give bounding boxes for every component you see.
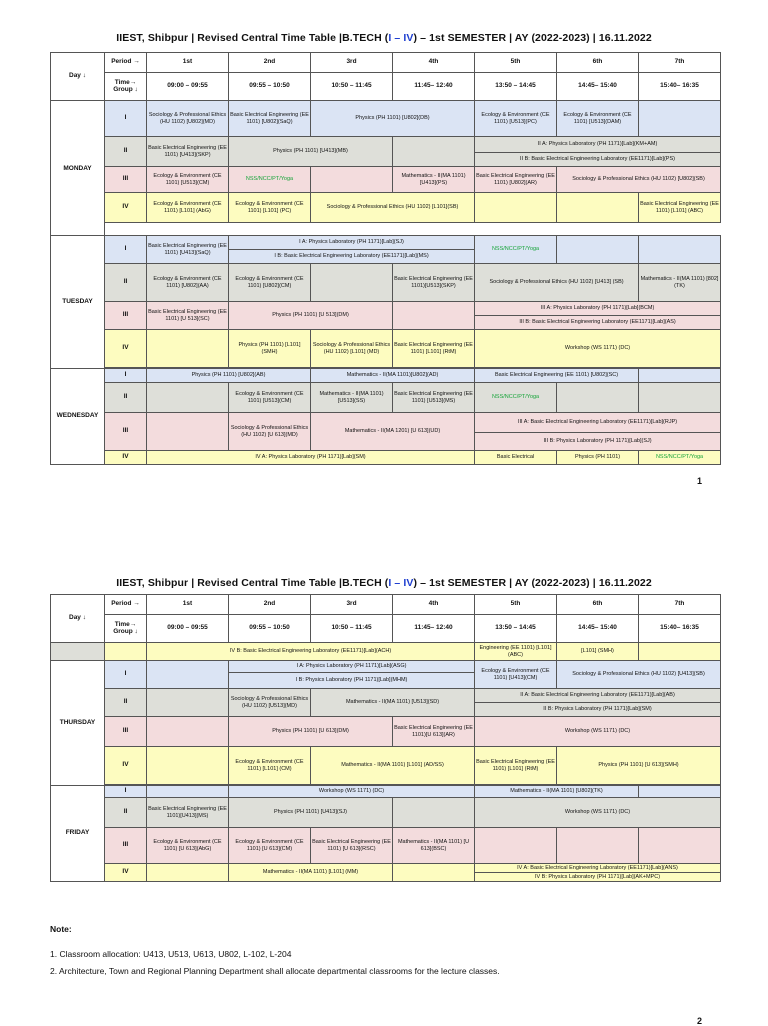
time-1: 09:00 – 09:55 [147,615,229,643]
lab-cell: III A: Physics Laboratory (PH 1171)[Lab](BCM) [475,302,721,316]
empty-cell [147,330,229,368]
class-cell: Workshop (WS 1171) (DC) [475,798,721,828]
group-label: IV [105,451,147,465]
class-cell: Basic Electrical Engineering (EE 1101) [L101] (RtM) [475,747,557,785]
period-header: Period → [105,595,147,615]
class-cell: Ecology & Environment (CE 1101) [U802](AA) [147,264,229,302]
group-label: III [105,302,147,330]
day-monday: MONDAY [51,101,105,239]
empty-cell [639,369,721,383]
class-cell: Basic Electrical Engineering (EE 1101) [U 613](RSC) [311,828,393,864]
class-cell: Mathematics - II(MA 1201) [U 613](UD) [311,413,475,451]
period-4: 4th [393,53,475,73]
empty-cell [639,786,721,798]
period-5: 5th [475,595,557,615]
time-7: 15:40– 16:35 [639,615,721,643]
time-2: 09:55 – 10:50 [229,615,311,643]
class-cell: Workshop (WS 1171) (DC) [229,786,475,798]
day-wednesday: WEDNESDAY [51,369,105,465]
period-2: 2nd [229,595,311,615]
day-friday: FRIDAY [51,786,105,882]
timetable-page-1 [50,52,721,239]
class-cell: Basic Electrical [475,451,557,465]
class-cell: Ecology & Environment (CE 1101) [U 613](AbG) [147,828,229,864]
time-3: 10:50 – 11:45 [311,615,393,643]
group-label: II [105,383,147,413]
empty-cell [105,643,147,661]
group-label: I [105,661,147,689]
class-cell: Mathematics - II(MA 1101) [L101] (MM) [229,864,393,882]
class-cell: Ecology & Environment (CE 1101) [L101] (AbG) [147,193,229,223]
class-cell: Physics (PH 1101) [U802](AB) [147,369,311,383]
group-label: I [105,101,147,137]
group-label: IV [105,193,147,223]
period-header: Period → [105,53,147,73]
empty-cell [311,167,393,193]
day-header: Day ↓ [51,595,105,643]
page-number: 1 [697,476,703,486]
class-cell: NSS/NCC/PT/Yoga [475,383,557,413]
class-cell: Basic Electrical Engineering (EE 1101) [U802](SaQ) [229,101,311,137]
lab-cell: I B: Basic Electrical Engineering Laboratory (EE1171)[Lab](MS) [229,250,475,264]
class-cell: Engineering (EE 1101) [L101] (ABC) [475,643,557,661]
lab-cell: III B: Basic Electrical Engineering Laboratory (EE1171)[Lab](AS) [475,316,721,330]
class-cell: Sociology & Professional Ethics (HU 1102) [U802](SB) [557,167,721,193]
group-label: IV [105,864,147,882]
empty-cell [393,864,475,882]
class-cell: Mathematics - II(MA 1101) [U513](SS) [311,383,393,413]
class-cell: Sociology & Professional Ethics (HU 1102) [L101](SB) [311,193,475,223]
day-header: Day ↓ [51,53,105,101]
class-cell: Ecology & Environment (CE 1101) [U513](DAM) [557,101,639,137]
time-7: 15:40– 16:35 [639,73,721,101]
empty-cell [51,643,105,661]
class-cell: [L101] (SMH) [557,643,639,661]
class-cell: Ecology & Environment (CE 1101) [L101] (CM) [229,747,311,785]
empty-cell [147,864,229,882]
lab-cell: II B: Physics Laboratory (PH 1171)[Lab](SM) [475,703,721,717]
class-cell: NSS/NCC/PT/Yoga [639,451,721,465]
period-6: 6th [557,53,639,73]
timetable-title: IIEST, Shibpur | Revised Central Time Table |B.TECH (I – IV) – 1st SEMESTER | AY (2022-2023) | 16.11.2022 [116,32,652,44]
empty-cell [147,786,229,798]
empty-cell [557,383,639,413]
group-label: III [105,717,147,747]
empty-cell [557,236,639,264]
time-5: 13:50 – 14:45 [475,615,557,643]
class-cell: Physics (PH 1101) [557,451,639,465]
empty-cell [311,264,393,302]
lab-cell: IV B: Basic Electrical Engineering Laboratory (EE1171)[Lab](ACH) [147,643,475,661]
time-2: 09:55 – 10:50 [229,73,311,101]
lab-cell: II A: Basic Electrical Engineering Laboratory (EE1171)[Lab](AB) [475,689,721,703]
lab-cell: I A: Physics Laboratory (PH 1171)[Lab](ASG) [229,661,475,673]
day-tuesday: TUESDAY [51,236,105,369]
class-cell: Basic Electrical Engineering (EE 1101) [L101] (ABC) [639,193,721,223]
class-cell: Basic Electrical Engineering (EE 1101)[U 613](AR) [393,717,475,747]
class-cell: Sociology & Professional Ethics (HU 1102) [U802](MD) [147,101,229,137]
group-label: III [105,413,147,451]
time-5: 13:50 – 14:45 [475,73,557,101]
lab-cell: IV A: Basic Electrical Engineering Laboratory (EE1171)[Lab](ANS) [475,864,721,873]
class-cell: Workshop (WS 1171) (DC) [475,717,721,747]
class-cell: Ecology & Environment (CE 1101) [U513](PC) [475,101,557,137]
empty-cell [639,236,721,264]
empty-cell [393,798,475,828]
class-cell: Basic Electrical Engineering (EE 1101)[U513](SKP) [393,264,475,302]
period-7: 7th [639,53,721,73]
day-thursday: THURSDAY [51,661,105,786]
time-4: 11:45– 12:40 [393,73,475,101]
time-group-header: Time→ Group ↓ [105,73,147,101]
class-cell: Ecology & Environment (CE 1101) [U413](CM) [475,661,557,689]
time-4: 11:45– 12:40 [393,615,475,643]
lab-cell: IV B: Physics Laboratory (PH 1171)[Lab](AK+MPC) [475,873,721,882]
empty-cell [393,137,475,167]
class-cell: Mathematics - II(MA 1101) [U513](SD) [311,689,475,717]
period-7: 7th [639,595,721,615]
group-label: II [105,137,147,167]
empty-cell [147,661,229,689]
group-label: IV [105,747,147,785]
class-cell: Mathematics - II(MA 1101)[U802](AD) [311,369,475,383]
time-3: 10:50 – 11:45 [311,73,393,101]
class-cell: Sociology & Professional Ethics (HU 1102) [U413](SB) [557,661,721,689]
lab-cell: I B: Physics Laboratory (PH 1171)[Lab](MHM) [229,673,475,689]
time-group-header: Time→ Group ↓ [105,615,147,643]
period-1: 1st [147,53,229,73]
group-label: I [105,786,147,798]
group-label: III [105,828,147,864]
group-label: II [105,689,147,717]
class-cell: Workshop (WS 1171) (DC) [475,330,721,368]
class-cell: Basic Electrical Engineering (EE 1101) [U802](SC) [475,369,639,383]
group-label: I [105,369,147,383]
lab-cell: III B: Physics Laboratory (PH 1171)[Lab](SJ) [475,433,721,451]
empty-cell [393,302,475,330]
empty-cell [147,747,229,785]
empty-cell [147,717,229,747]
lab-cell: II B: Basic Electrical Engineering Laboratory (EE1171)[Lab](PS) [475,153,721,167]
class-cell: Sociology & Professional Ethics (HU 1102) [L101] (MD) [311,330,393,368]
lab-cell: I A: Physics Laboratory (PH 1171)[Lab](SJ) [229,236,475,250]
class-cell: Mathematics - II(MA 1101) [U413](PS) [393,167,475,193]
class-cell: Sociology & Professional Ethics (HU 1102) [U413] (SB) [475,264,639,302]
period-3: 3rd [311,595,393,615]
class-cell: Basic Electrical Engineering (EE 1101) [U413](SKP) [147,137,229,167]
class-cell: Physics (PH 1101) [U413](SJ) [229,798,393,828]
class-cell: Basic Electrical Engineering (EE 1101) [U413](SaQ) [147,236,229,264]
empty-cell [639,101,721,137]
lab-cell: III A: Basic Electrical Engineering Laboratory (EE1171)[Lab](RJP) [475,413,721,433]
class-cell: Physics (PH 1101) [U413](MB) [229,137,393,167]
timetable-title: IIEST, Shibpur | Revised Central Time Table |B.TECH (I – IV) – 1st SEMESTER | AY (2022-2023) | 16.11.2022 [116,577,652,589]
lab-cell: II A: Physics Laboratory (PH 1171)[Lab](KM+AM) [475,137,721,153]
class-cell: Ecology & Environment (CE 1101) [U802](CM) [229,264,311,302]
empty-cell [557,193,639,223]
class-cell: Mathematics - II(MA 1101) [U 613](BSC) [393,828,475,864]
class-cell: Basic Electrical Engineering (EE 1101) [U802](AR) [475,167,557,193]
lab-cell: IV A: Physics Laboratory (PH 1171)[Lab](SM) [147,451,475,465]
group-label: II [105,798,147,828]
class-cell: Mathematics - II(MA 1101) [802](TK) [639,264,721,302]
class-cell: Physics (PH 1101) [U802](DB) [311,101,475,137]
period-2: 2nd [229,53,311,73]
group-label: IV [105,330,147,368]
empty-cell [557,828,639,864]
class-cell: Ecology & Environment (CE 1101) [U513](CM) [229,383,311,413]
empty-cell [475,828,557,864]
page-number: 2 [697,1016,703,1026]
group-label: II [105,264,147,302]
class-cell: Ecology & Environment (CE 1101) [U513](CM) [147,167,229,193]
class-cell: NSS/NCC/PT/Yoga [229,167,311,193]
period-3: 3rd [311,53,393,73]
class-cell: Physics (PH 1101) [U 613](SMH) [557,747,721,785]
period-5: 5th [475,53,557,73]
class-cell: Sociology & Professional Ethics (HU 1102) [U513](MD) [229,689,311,717]
note-item: 2. Architecture, Town and Regional Planning Department shall allocate departmental classrooms for the lecture classes. [50,966,500,976]
empty-cell [639,828,721,864]
class-cell: Mathematics - II(MA 1101) [U802](TK) [475,786,639,798]
class-cell: Sociology & Professional Ethics (HU 1102) [U 613](MD) [229,413,311,451]
empty-cell [147,383,229,413]
period-4: 4th [393,595,475,615]
empty-cell [147,689,229,717]
timetable-page-1-cont [50,235,721,465]
empty-cell [639,643,721,661]
note-heading: Note: [50,924,72,934]
class-cell: Physics (PH 1101) [U 613](DM) [229,717,393,747]
class-cell: Basic Electrical Engineering (EE 1101)[U413](MS) [147,798,229,828]
empty-cell [147,413,229,451]
class-cell: Physics (PH 1101) [L101] (SMH) [229,330,311,368]
class-cell: Basic Electrical Engineering (EE 1101) [L101] (RtM) [393,330,475,368]
group-label: I [105,236,147,264]
time-6: 14:45– 15:40 [557,73,639,101]
group-label: III [105,167,147,193]
class-cell: NSS/NCC/PT/Yoga [475,236,557,264]
timetable-page-2 [50,594,721,882]
period-6: 6th [557,595,639,615]
class-cell: Ecology & Environment (CE 1101) [L101] (PC) [229,193,311,223]
class-cell: Basic Electrical Engineering (EE 1101) [U513](MS) [393,383,475,413]
time-1: 09:00 – 09:55 [147,73,229,101]
note-item: 1. Classroom allocation: U413, U513, U613, U802, L-102, L-204 [50,949,292,959]
period-1: 1st [147,595,229,615]
empty-cell [475,193,557,223]
class-cell: Basic Electrical Engineering (EE 1101) [U 513](SC) [147,302,229,330]
class-cell: Ecology & Environment (CE 1101) [U 613](CM) [229,828,311,864]
class-cell: Physics (PH 1101) [U 513](DM) [229,302,393,330]
time-6: 14:45– 15:40 [557,615,639,643]
empty-cell [639,383,721,413]
class-cell: Mathematics - II(MA 1101) [L101] (AD/SS) [311,747,475,785]
